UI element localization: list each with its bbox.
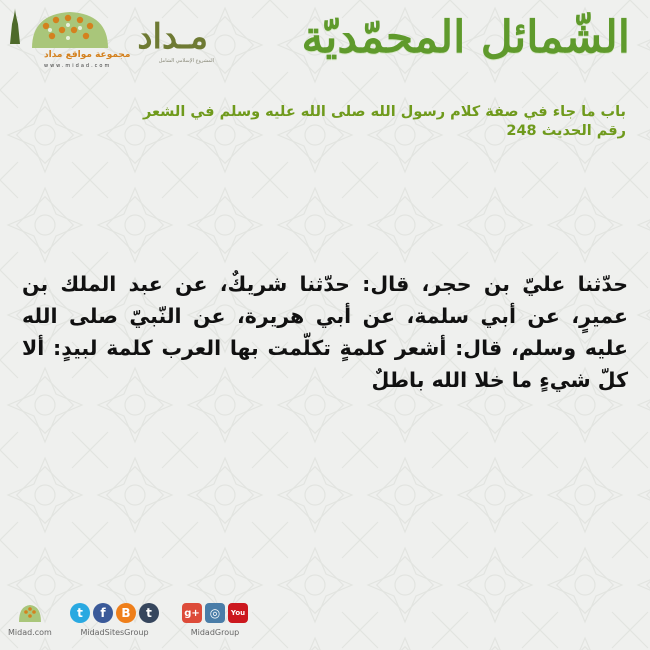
footer-site-label: Midad.com: [8, 628, 52, 637]
footer-sites-group: [70, 602, 159, 637]
hadith-number: رقم الحديث 248: [506, 123, 626, 139]
group-url: www.midad.com: [44, 63, 112, 69]
midad-group-logo[interactable]: [10, 8, 131, 70]
youtube-icon[interactable]: You: [228, 603, 248, 623]
twitter-icon[interactable]: t: [70, 603, 90, 623]
tumblr-icon[interactable]: t: [139, 603, 159, 623]
midad-logo[interactable]: [118, 16, 214, 66]
footer-group: [182, 602, 248, 637]
midad-tagline: المشروع الإسلامي الشامل: [158, 58, 214, 64]
header: [0, 0, 650, 100]
hadith-text: حدّثنا عليّ بن حجر، قال: حدّثنا شريكٌ، عن عبد الملك بن عميرٍ، عن أبي سلمة، عن أبي هريرة، عن النّبيّ صلى الله عليه وسلم، قال: أشعر كلمةٍ تكلّمت بها العرب كلمة لبيدٍ: ألا كلّ شيءٍ ما خلا الله باطلٌ: [22, 272, 628, 392]
chapter-title: باب ما جاء في صفة كلام رسول الله صلى الله عليه وسلم في الشعر: [142, 104, 626, 120]
footer: [0, 600, 650, 650]
blogger-icon[interactable]: B: [116, 603, 136, 623]
footer-site[interactable]: [8, 602, 52, 637]
googleplus-icon[interactable]: g+: [182, 603, 202, 623]
midad-small-dome-icon: [15, 603, 45, 623]
dome-icon: [10, 8, 112, 52]
chapter-heading: [16, 103, 626, 141]
instagram-icon[interactable]: ◎: [205, 603, 225, 623]
footer-sites-group-label: MidadSitesGroup: [80, 628, 149, 637]
midad-logo-text: مـداد: [137, 17, 208, 57]
page-title: الشّمائل المحمّديّة: [301, 12, 630, 63]
group-name: مجموعة مواقع مداد: [44, 50, 131, 60]
footer-group-label: MidadGroup: [190, 628, 240, 637]
facebook-icon[interactable]: f: [93, 603, 113, 623]
